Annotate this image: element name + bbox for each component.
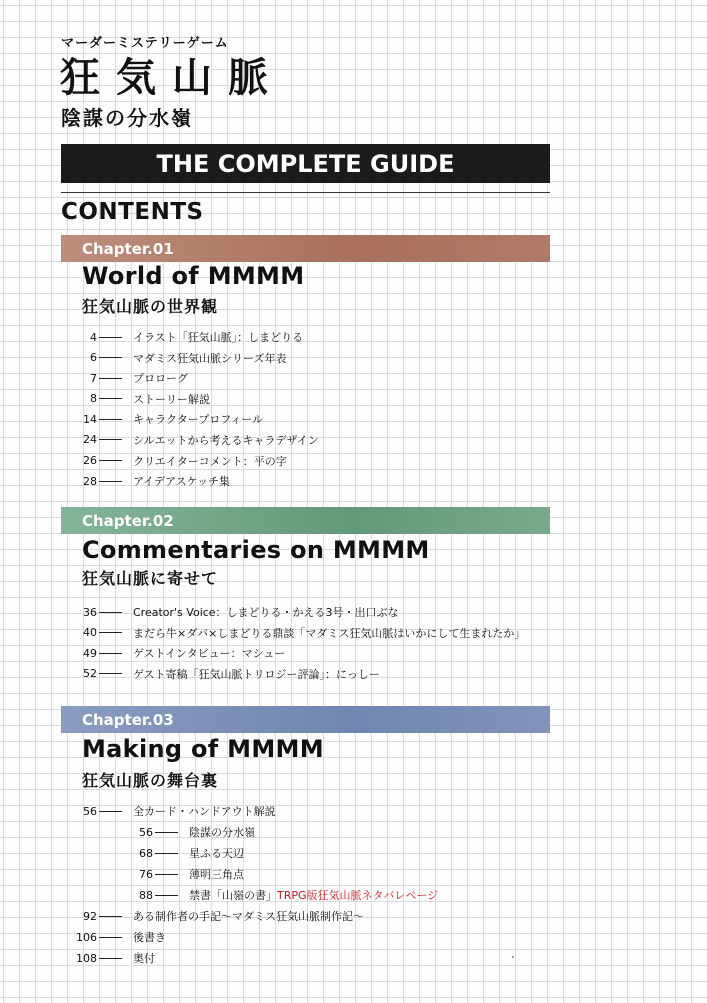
chapter-03-title: Making of MMMM <box>82 735 324 763</box>
leader-dash <box>155 853 178 854</box>
toc-entry[interactable] <box>63 431 319 449</box>
leader-dash <box>155 895 178 896</box>
entry-title: 陰謀の分水嶺 <box>189 826 255 839</box>
page-number: 88 <box>139 888 153 902</box>
chapter-01-subtitle: 狂気山脈の世界観 <box>82 297 219 316</box>
page-number: 68 <box>139 846 153 860</box>
chapter-02-title: Commentaries on MMMM <box>82 536 430 564</box>
book-subtitle: 陰謀の分水嶺 <box>61 106 193 130</box>
page-number: 6 <box>90 351 97 365</box>
entry-title: マダミス狂気山脈シリーズ年表 <box>133 351 287 365</box>
leader-dash <box>99 378 122 379</box>
entry-title: 奥付 <box>133 952 155 965</box>
book-title: 狂気山脈 <box>60 54 284 101</box>
leader-dash <box>99 916 122 917</box>
page-number: 56 <box>139 825 153 839</box>
toc-entry[interactable] <box>63 928 438 946</box>
entry-title: ゲスト寄稿「狂気山脈トリロジー評論」：にっしー <box>133 667 380 681</box>
page-number: 28 <box>83 474 97 488</box>
page-number: 4 <box>90 330 97 344</box>
chapter-01-entries <box>63 328 319 490</box>
toc-entry[interactable] <box>63 624 525 642</box>
toc-entry[interactable] <box>63 665 525 683</box>
leader-dash <box>99 937 122 938</box>
leader-dash <box>99 653 122 654</box>
leader-dash <box>155 874 178 875</box>
entry-title: 禁書「山嶺の書」 <box>189 889 277 902</box>
spoiler-warning: TRPG版狂気山脈ネタバレページ <box>277 889 439 902</box>
toc-entry[interactable] <box>63 390 319 408</box>
chapter-03-entries <box>63 802 438 967</box>
leader-dash <box>99 337 122 338</box>
page-number: 24 <box>83 433 97 447</box>
page-number: 108 <box>76 951 97 965</box>
leader-dash <box>99 673 122 674</box>
leader-dash <box>99 612 122 613</box>
toc-entry[interactable] <box>63 452 319 470</box>
entry-title: まだら牛×ダバ×しまどりる鼎談「マダミス狂気山脈はいかにして生まれたか」 <box>133 626 526 640</box>
toc-entry[interactable] <box>63 369 319 387</box>
toc-sub-entry[interactable] <box>119 823 438 841</box>
entry-title: 後書き <box>133 931 166 944</box>
entry-title: クリエイターコメント：平の字 <box>133 454 287 468</box>
toc-sub-entry[interactable] <box>119 865 438 883</box>
toc-sub-entry[interactable] <box>119 886 438 904</box>
leader-dash <box>99 958 122 959</box>
page-number: 8 <box>90 392 97 406</box>
page-number: 40 <box>83 626 97 639</box>
page-number: 7 <box>90 371 97 385</box>
entry-title: イラスト「狂気山脈」：しまどりる <box>133 331 304 344</box>
leader-dash <box>99 811 122 812</box>
chapter-02-banner: Chapter.02 <box>61 507 550 534</box>
page-number: 14 <box>83 412 97 426</box>
page-number: 92 <box>83 909 97 923</box>
paper-speck <box>512 956 514 958</box>
leader-dash <box>99 632 122 633</box>
entry-title: プロローグ <box>133 372 188 386</box>
page-number: 56 <box>83 804 97 818</box>
divider-rule <box>61 192 550 193</box>
entry-title: アイデアスケッチ集 <box>133 475 231 489</box>
toc-entry[interactable] <box>63 949 438 967</box>
entry-title: ある制作者の手記〜マダミス狂気山脈制作記〜 <box>133 910 364 923</box>
toc-entry[interactable] <box>63 802 438 820</box>
chapter-03-banner: Chapter.03 <box>61 706 550 733</box>
entry-title: シルエットから考えるキャラデザイン <box>133 433 319 447</box>
toc-entry[interactable] <box>63 328 319 346</box>
page-number: 76 <box>139 867 153 881</box>
toc-sub-entry[interactable] <box>119 844 438 862</box>
leader-dash <box>155 832 178 833</box>
toc-entry[interactable] <box>63 472 319 490</box>
chapter-01-banner: Chapter.01 <box>61 235 550 262</box>
leader-dash <box>99 439 122 440</box>
toc-entry[interactable] <box>63 644 525 662</box>
chapter-01-title: World of MMMM <box>82 262 305 290</box>
chapter-02-entries <box>63 603 525 683</box>
entry-title: ゲストインタビュー：マシュー <box>133 647 286 660</box>
entry-title: ストーリー解説 <box>133 392 210 406</box>
entry-title: 薄明三角点 <box>189 868 244 881</box>
entry-title: Creator's Voice：しまどりる・かえる3号・出口ぶな <box>133 606 399 619</box>
guide-banner: THE COMPLETE GUIDE <box>61 144 550 183</box>
page-number: 52 <box>83 667 97 680</box>
series-kana-subtitle: マーダーミステリーゲーム <box>61 36 229 51</box>
entry-title: キャラクタープロフィール <box>133 413 264 427</box>
toc-entry[interactable] <box>63 349 319 367</box>
page-number: 36 <box>83 605 97 619</box>
toc-entry[interactable] <box>63 603 525 621</box>
leader-dash <box>99 460 122 461</box>
chapter-02-subtitle: 狂気山脈に寄せて <box>82 569 219 588</box>
page-number: 106 <box>76 930 97 944</box>
page-number: 49 <box>83 646 97 660</box>
toc-entry[interactable] <box>63 410 319 428</box>
leader-dash <box>99 398 122 399</box>
entry-title: 星ふる天辺 <box>189 847 244 860</box>
leader-dash <box>99 481 122 482</box>
chapter-03-subtitle: 狂気山脈の舞台裏 <box>82 771 219 790</box>
leader-dash <box>99 357 122 358</box>
contents-heading: CONTENTS <box>61 199 204 225</box>
entry-title: 全カード・ハンドアウト解説 <box>133 805 276 818</box>
page-number: 26 <box>83 454 97 468</box>
toc-entry[interactable] <box>63 907 438 925</box>
leader-dash <box>99 419 122 420</box>
